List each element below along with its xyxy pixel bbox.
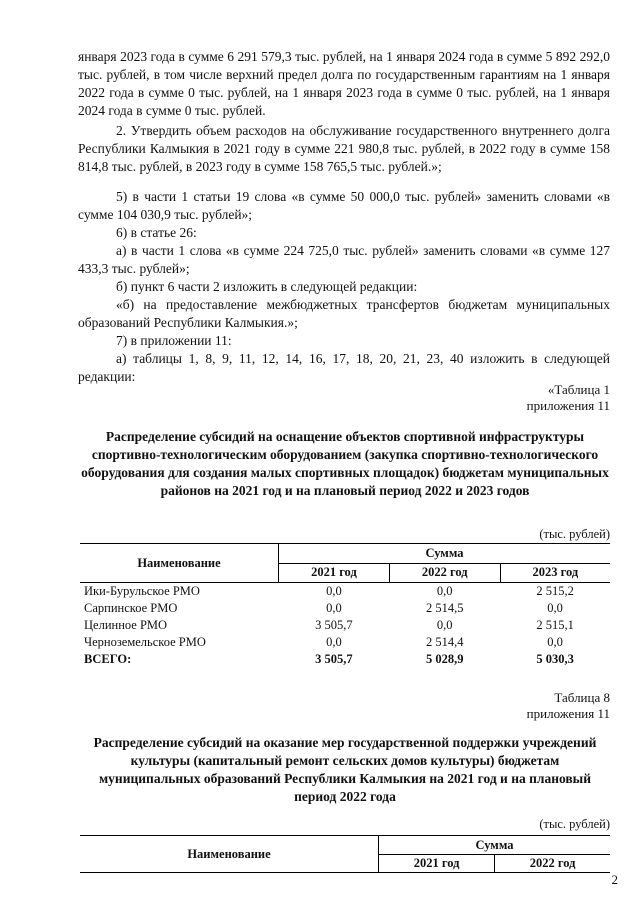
- paragraph-article-26-b: б) пункт 6 части 2 изложить в следующей редакции:: [116, 279, 418, 294]
- table1-unit: (тыс. рублей): [539, 527, 610, 541]
- header-year-2022: 2022 год: [389, 563, 500, 583]
- paragraph-tables-list: а) таблицы 1, 8, 9, 11, 12, 14, 16, 17, 18, 20, 21, 23, 40 изложить в следующей редакции:: [78, 351, 610, 384]
- header-year-2023: 2023 год: [500, 563, 610, 583]
- table8-title: Распределение субсидий на оказание мер государственной поддержки учреждений культуры (капитальный ремонт сельских домов культуры) бюджетам муниципальных образований Республики Калмыкия на 2021 год и на плановый период 2022 года: [93, 735, 597, 804]
- header-name: Наименование: [80, 544, 279, 583]
- header-sum: Сумма: [379, 836, 611, 855]
- table-total-row: ВСЕГО: 3 505,7 5 028,9 5 030,3: [84, 652, 574, 666]
- table-row: Целинное РМО 3 505,7 0,0 2 515,1: [84, 618, 574, 632]
- paragraph-article-26: 6) в статье 26:: [116, 225, 197, 240]
- table-row: Ики-Бурульское РМО 0,0 0,0 2 515,2: [84, 584, 574, 598]
- table1-title: Распределение субсидий на оснащение объектов спортивной инфраструктуры спортивно-технологическим оборудованием (закупка спортивно-технологического оборудования для создания малых спортивных площадок) бюджетам муниципальных районов на 2021 год и на плановый период 2022 и 2023 годов: [81, 429, 609, 498]
- page-number: 2: [611, 872, 618, 887]
- table8-reference: Таблица 8 приложения 11: [526, 690, 610, 721]
- table-row: Сарпинское РМО 0,0 2 514,5 0,0: [84, 601, 563, 615]
- header-year-2021: 2021 год: [279, 563, 390, 583]
- paragraph-annex-11: 7) в приложении 11:: [116, 333, 232, 348]
- paragraph-article-19: 5) в части 1 статьи 19 слова «в сумме 50 000,0 тыс. рублей» заменить словами «в сумме 104 030,9 тыс. рублей»;: [78, 189, 610, 222]
- paragraph-article-26-a: а) в части 1 слова «в сумме 224 725,0 тыс. рублей» заменить словами «в сумме 127 433,3 тыс. рублей»;: [78, 243, 610, 276]
- table8-unit: (тыс. рублей): [539, 817, 610, 831]
- subsidy-table-8: [80, 835, 610, 873]
- header-sum: Сумма: [279, 544, 611, 564]
- header-name: Наименование: [80, 836, 379, 873]
- subsidy-table-1: [80, 543, 610, 668]
- paragraph-debt-service: 2. Утвердить объем расходов на обслуживание государственного внутреннего долга Республики Калмыкия в 2021 году в сумме 221 980,8 тыс. рублей, в 2022 году в сумме 158 814,8 тыс. рублей, в 2023 году в сумме 158 765,5 тыс. рублей.»;: [78, 123, 610, 174]
- header-year-2022: 2022 год: [495, 855, 610, 873]
- header-year-2021: 2021 год: [379, 855, 495, 873]
- table-row: Черноземельское РМО 0,0 2 514,4 0,0: [84, 635, 563, 649]
- paragraph-debt-limit: января 2023 года в сумме 6 291 579,3 тыс. рублей, на 1 января 2024 года в сумме 5 892 292,0 тыс. рублей, в том числе верхний предел долга по государственным гарантиям на 1 января 2022 года в сумме 0 тыс. рублей, на 1 января 2023 года в сумме 0 тыс. рублей, на 1 января 2024 года в сумме 0 тыс. рублей.: [78, 49, 610, 118]
- paragraph-transfers: «б) на предоставление межбюджетных трансфертов бюджетам муниципальных образований Республики Калмыкия.»;: [78, 297, 610, 330]
- table1-reference: «Таблица 1 приложения 11: [526, 382, 610, 413]
